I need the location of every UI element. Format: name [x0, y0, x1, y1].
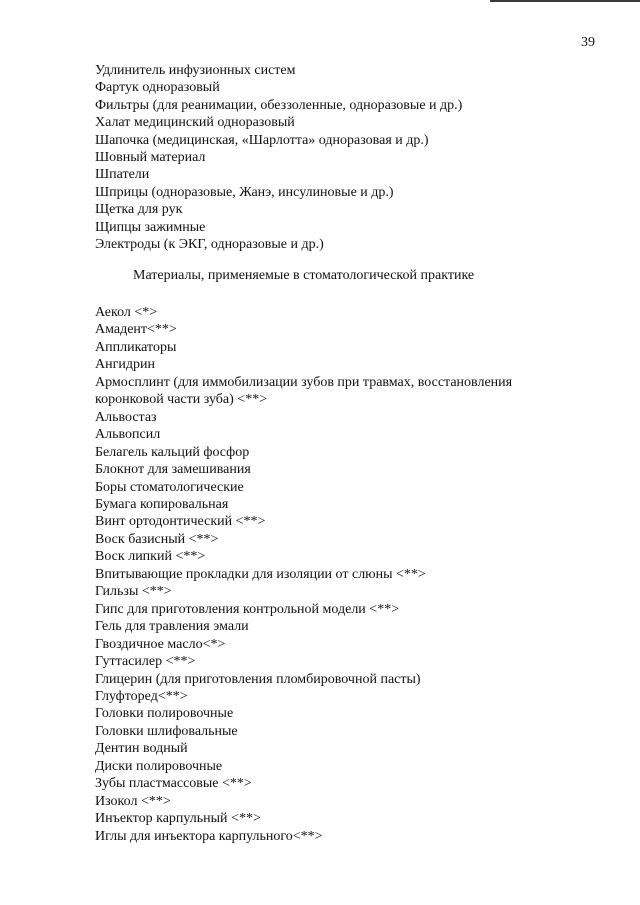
list-item: Альвостаз	[95, 409, 157, 425]
list-item: Блокнот для замешивания	[95, 462, 251, 478]
list-item: Белагель кальций фосфор	[95, 444, 250, 460]
list-item: Гильзы <**>	[95, 584, 172, 600]
list-item: Шпатели	[95, 167, 150, 183]
list-item: Халат медицинский одноразовый	[95, 115, 295, 131]
list-item: Щетка для рук	[95, 202, 183, 218]
list-item: Боры стоматологические	[95, 479, 244, 495]
list-item: Электроды (к ЭКГ, одноразовые и др.)	[95, 237, 324, 253]
list-item: Воск липкий <**>	[95, 549, 206, 565]
list-item: Впитывающие прокладки для изоляции от слюны <**>	[95, 566, 426, 582]
list-item: Диски полировочные	[95, 758, 223, 774]
list-item: Бумага копировальная	[95, 496, 229, 512]
list-item: Инъектор карпульный <**>	[95, 811, 261, 827]
list-item: Шовный материал	[95, 150, 206, 166]
list-item: Ангидрин	[95, 357, 155, 373]
list-item: Альвопсил	[95, 427, 161, 443]
list-item: Воск базисный <**>	[95, 531, 219, 547]
list-item: Аекол <*>	[95, 305, 158, 320]
list-item: Иглы для инъектора карпульного<**>	[95, 828, 323, 844]
dental-materials-list	[95, 304, 615, 845]
list-item: Гвоздичное масло<*>	[95, 636, 226, 652]
list-item: Глуфторед<**>	[95, 688, 188, 704]
list-item: Гипс для приготовления контрольной модели <**>	[95, 601, 400, 617]
list-item: Амадент<**>	[95, 322, 177, 338]
list-item: Глицерин (для приготовления пломбировочной пасты)	[95, 671, 421, 687]
list-item: Винт ортодонтический <**>	[95, 514, 266, 530]
list-item: Головки шлифовальные	[95, 723, 238, 739]
top-border-rule	[490, 0, 640, 2]
list-item: Гель для травления эмали	[95, 619, 249, 635]
list-item: Шприцы (одноразовые, Жанэ, инсулиновые и др.)	[95, 184, 394, 200]
list-item: Головки полировочные	[95, 706, 234, 722]
list-item: Удлинитель инфузионных систем	[95, 63, 296, 78]
list-item: Фильтры (для реанимации, обеззоленные, одноразовые и др.)	[95, 97, 463, 113]
list-item: Зубы пластмассовые <**>	[95, 776, 252, 792]
list-item: Гуттасилер <**>	[95, 654, 196, 670]
general-supplies-list	[95, 62, 615, 253]
list-item: Щипцы зажимные	[95, 219, 206, 235]
list-item: Изокол <**>	[95, 793, 171, 809]
page-number: 39	[581, 35, 595, 50]
section-heading: Материалы, применяемые в стоматологической практике	[133, 268, 475, 283]
list-item: Аппликаторы	[95, 339, 177, 355]
list-item: Фартук одноразовый	[95, 80, 220, 96]
list-item: Шапочка (медицинская, «Шарлотта» одноразовая и др.)	[95, 132, 429, 148]
list-item: Дентин водный	[95, 741, 188, 757]
list-item: Армосплинт (для иммобилизации зубов при травмах, восстановления коронковой части зуба) <**>	[95, 374, 513, 408]
